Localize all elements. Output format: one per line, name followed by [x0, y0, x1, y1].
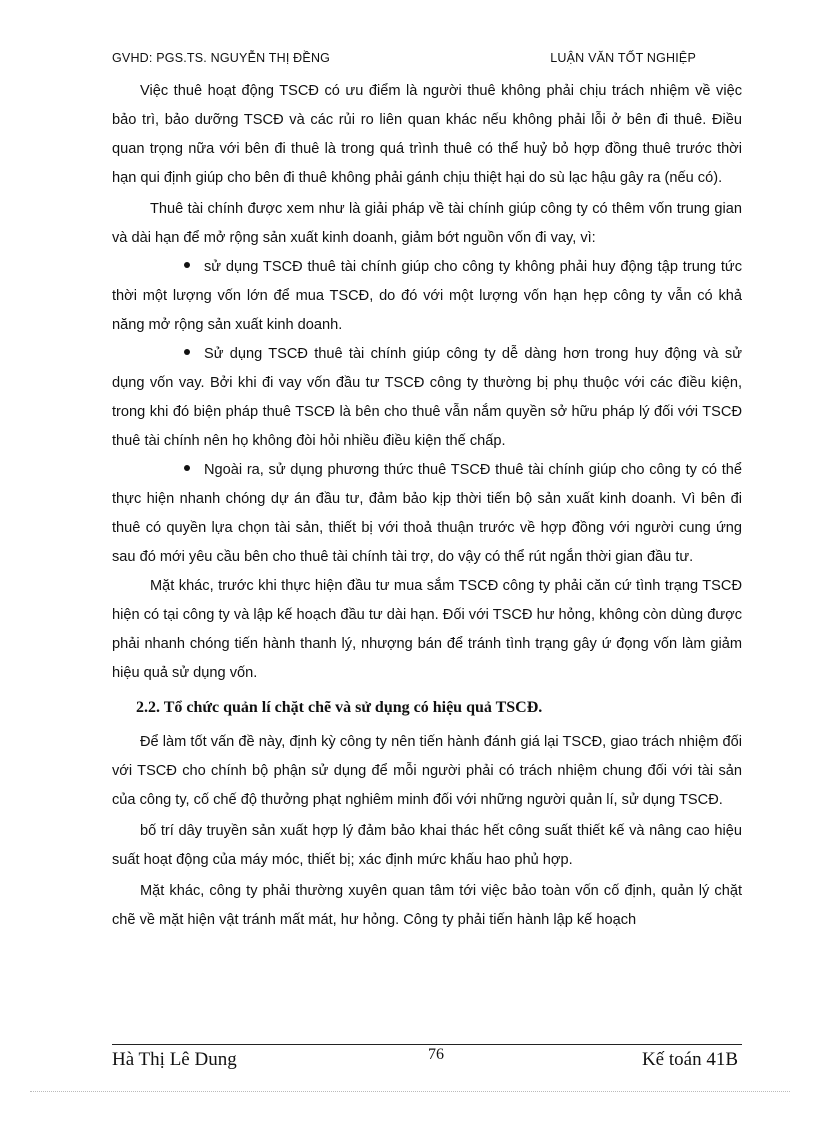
page-bottom-rule	[30, 1091, 790, 1092]
paragraph-evaluation: Để làm tốt vấn đề này, định kỳ công ty nên tiến hành đánh giá lại TSCĐ, giao trách nhiệm đối với TSCĐ cho chính bộ phận sử dụng để mỗi người phải có trách nhiệm chung đối với tài sản của công ty, cố chế độ thưởng phạt nghiêm minh đối với những người quản lí, sử dụng TSCĐ.	[112, 734, 742, 808]
page-header	[112, 51, 696, 71]
footer-author: Hà Thị Lê Dung	[112, 1049, 237, 1070]
paragraph-capital-preservation: Mặt khác, công ty phải thường xuyên quan tâm tới việc bảo toàn vốn cố định, quản lý chặt chẽ về mặt hiện vật tránh mất mát, hư hỏng. Công ty phải tiến hành lập kế hoạch	[112, 883, 742, 928]
bullet-item-3	[112, 456, 742, 572]
bullet-icon	[184, 349, 190, 355]
paragraph-operating-lease: Việc thuê hoạt động TSCĐ có ưu điểm là người thuê không phải chịu trách nhiệm về việc bảo trì, bảo dưỡng TSCĐ và các rủi ro liên quan khác nếu không phải lỗi ở bên đi thuê. Điều quan trọng nữa với bên đi thuê là trong quá trình thuê có thể huỷ bỏ hợp đồng thuê trước thời hạn qui định giúp cho bên đi thuê không phải gánh chịu thiệt hại do sù lạc hậu gây ra (nếu có).	[112, 83, 742, 186]
page-body	[112, 77, 742, 935]
bullet-text: Ngoài ra, sử dụng phương thức thuê TSCĐ thuê tài chính giúp cho công ty có thể thực hiện nhanh chóng dự án đầu tư, đảm bảo kịp thời tiến bộ sản xuất kinh doanh. Vì bên đi thuê có quyền lựa chọn tài sản, thiết bị với thoả thuận trước về hợp đồng với người cung ứng sau đó mới yêu cầu bên cho thuê tài chính tài trợ, do vậy có thể rút ngắn thời gian đầu tư.	[112, 462, 742, 565]
bullet-text: sử dụng TSCĐ thuê tài chính giúp cho công ty không phải huy động tập trung tức thời một lượng vốn lớn để mua TSCĐ, do đó với một lượng vốn hạn hẹp công ty vẫn có khả năng mở rộng sản xuất kinh doanh.	[112, 259, 742, 333]
header-thesis-title: LUẬN VĂN TỐT NGHIỆP	[550, 51, 696, 65]
paragraph-investment: Mặt khác, trước khi thực hiện đầu tư mua sắm TSCĐ công ty phải căn cứ tình trạng TSCĐ hiện có tại công ty và lập kế hoạch đầu tư dài hạn. Đối với TSCĐ hư hỏng, không còn dùng được phải nhanh chóng tiến hành thanh lý, nhượng bán để tránh tình trạng gây ứ đọng vốn làm giảm hiệu quả sử dụng vốn.	[112, 578, 742, 681]
bullet-text: Sử dụng TSCĐ thuê tài chính giúp công ty dễ dàng hơn trong huy động và sử dụng vốn vay. Bởi khi đi vay vốn đầu tư TSCĐ công ty thường bị phụ thuộc với các điều kiện, trong khi đó biện pháp thuê TSCĐ là bên cho thuê vẫn nắm quyền sở hữu pháp lý đối với TSCĐ thuê tài chính nên họ không đòi hỏi nhiều điều kiện thế chấp.	[112, 346, 742, 449]
paragraph-finance-lease: Thuê tài chính được xem như là giải pháp về tài chính giúp công ty có thêm vốn trung gian và dài hạn để mở rộng sản xuất kinh doanh, giảm bớt nguồn vốn đi vay, vì:	[112, 201, 742, 246]
header-advisor: GVHD: PGS.TS. NGUYỄN THỊ ĐỀNG	[112, 51, 331, 65]
page-number: 76	[428, 1046, 444, 1063]
bullet-icon	[184, 262, 190, 268]
footer-class: Kế toán 41B	[641, 1049, 738, 1070]
page-footer	[112, 1046, 742, 1074]
footer-divider	[112, 1044, 742, 1045]
bullet-item-2	[112, 340, 742, 456]
section-heading: 2.2. Tổ chức quản lí chặt chẽ và sử dụng có hiệu quả TSCĐ.	[136, 699, 543, 716]
bullet-icon	[184, 465, 190, 471]
paragraph-production-line: bố trí dây truyền sản xuất hợp lý đảm bảo khai thác hết công suất thiết kế và nâng cao hiệu suất hoạt động của máy móc, thiết bị; xác định mức khấu hao phủ hợp.	[112, 823, 742, 868]
bullet-item-1	[112, 253, 742, 340]
